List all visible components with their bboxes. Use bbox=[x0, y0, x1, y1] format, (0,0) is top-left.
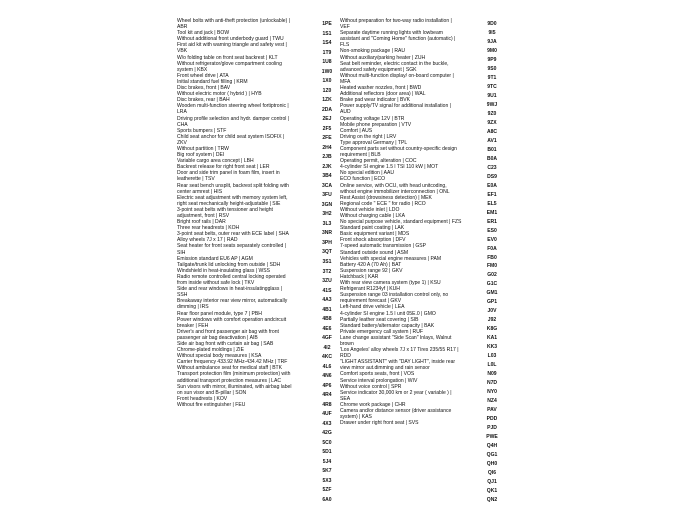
option-code: 9Z0 bbox=[487, 110, 497, 117]
option-item: Without voice control | SPR bbox=[340, 383, 402, 390]
option-code: FM0 bbox=[486, 263, 498, 270]
option-code: 5K7 bbox=[322, 468, 332, 475]
option-item: Driver's and front passenger air bag with front passenger air bag deactivation | AIB bbox=[177, 328, 279, 341]
option-code: 4R4 bbox=[322, 392, 332, 399]
option-code: 4X3 bbox=[322, 420, 332, 427]
option-code: EV0 bbox=[487, 236, 497, 243]
option-code: EL5 bbox=[487, 200, 497, 207]
option-item: Private emergency call system | RUF bbox=[340, 328, 423, 335]
option-item: Tailgate/trunk lid unlocking from outside | SDH bbox=[177, 261, 281, 268]
option-code: KA1 bbox=[486, 335, 498, 342]
option-item: Driving profile selection and hydr. damper control | CHA bbox=[177, 115, 290, 128]
option-item: No special edition | AAU bbox=[340, 170, 395, 177]
option-item: 4-cylinder SI engine 1.5 l TSI 110 kW | MOT bbox=[340, 164, 439, 171]
option-item: Suspension range 03 installation control only, no requirement forecast | GKV bbox=[340, 292, 449, 305]
option-code: 3S1 bbox=[322, 259, 332, 265]
option-code: QI6 bbox=[487, 470, 497, 477]
option-item: Breakaway interior rear view mirror, automatically dimming | IRS bbox=[177, 298, 288, 311]
option-item: Without electric motor ( hybrid ) | HYB bbox=[177, 91, 262, 98]
option-code: 3ZU bbox=[322, 278, 332, 285]
option-item: Radio remote controlled central locking operated from inside without safe lock | TKV bbox=[177, 273, 286, 287]
option-code: 3QT bbox=[322, 249, 332, 256]
option-code: EF1 bbox=[487, 191, 497, 198]
option-item: Additional reflectors (door area) | WAL bbox=[340, 91, 426, 98]
option-code: 1Z0 bbox=[322, 87, 332, 94]
option-code: 9I5 bbox=[488, 29, 496, 36]
option-item: Standard outside sound | ASM bbox=[340, 249, 409, 256]
option-item: Side air bag front with curtain air bag | SAB bbox=[177, 340, 274, 347]
option-code: L03 bbox=[487, 353, 497, 360]
option-code: 4N6 bbox=[322, 373, 332, 380]
option-item: Hatchback | KAR bbox=[340, 273, 379, 280]
option-code: 4A3 bbox=[322, 297, 332, 304]
option-code: E0A bbox=[487, 182, 497, 189]
option-item: Without preparation for two-way radio installation | VEF bbox=[340, 18, 452, 31]
option-code: 9S0 bbox=[487, 65, 497, 72]
option-code: 41S bbox=[322, 287, 332, 294]
option-code: 9JA bbox=[487, 38, 497, 45]
option-code: G1C bbox=[486, 281, 498, 288]
option-code: 2F5 bbox=[322, 125, 332, 132]
option-code: 1X0 bbox=[322, 78, 332, 85]
option-item: Alloy wheels 7J x 17 | RAD bbox=[177, 237, 238, 244]
option-item: Without partition | TRW bbox=[177, 145, 229, 152]
option-item: Driving on the right | LRV bbox=[340, 133, 397, 140]
option-item: ECO function | ECO bbox=[340, 176, 386, 183]
option-code: 42G bbox=[322, 430, 332, 437]
option-item: Refrigerant R1234yf | KUH bbox=[340, 286, 400, 293]
option-code: 6A0 bbox=[322, 497, 332, 503]
option-code: B01 bbox=[487, 146, 497, 153]
option-item: Without auxiliary/parking heater | ZUH bbox=[340, 54, 426, 61]
option-item: Lane change assistant "Side Scan" Inlays, Walnut brown bbox=[340, 334, 452, 347]
option-code: 3CA bbox=[321, 182, 333, 189]
option-code: Q4H bbox=[486, 443, 498, 450]
option-item: Transport protection film (minimum protection) with additional transport protection measures | LAC bbox=[177, 371, 291, 384]
option-item: Disc brakes, rear | BAH bbox=[177, 97, 230, 104]
option-item: Front wheel drive | ATA bbox=[177, 72, 229, 79]
option-code: 9U1 bbox=[487, 92, 497, 99]
option-code: PAV bbox=[487, 407, 497, 414]
option-code: 5D1 bbox=[322, 449, 332, 456]
option-item: Separate daytime running lights with lowbeam assistant and "Coming Home" function (automatic) | FLS bbox=[340, 30, 456, 49]
option-item: Standard paint coating | LAK bbox=[340, 225, 405, 232]
option-code: 1ZK bbox=[322, 97, 332, 104]
option-code: 4B1 bbox=[322, 306, 332, 313]
option-code: 9WJ bbox=[486, 101, 498, 108]
option-code: 9TC bbox=[487, 83, 497, 90]
option-item: Windshield in heat-insulating glass | WSS bbox=[177, 267, 271, 274]
option-code: 2FE bbox=[322, 135, 332, 142]
middle-code-column bbox=[317, 0, 337, 514]
option-code: 4GF bbox=[322, 335, 332, 342]
option-item: "LIGHT ASSISTANT" with "DAY LIGHT", inside rear view mirror aut.dimming and rain sensor bbox=[340, 359, 456, 372]
option-item: Wooden multi-function steering wheel fortiptronic | LRA bbox=[177, 103, 289, 116]
option-item: Basic equipment variant | MDS bbox=[340, 231, 410, 238]
option-code: 1PE bbox=[322, 21, 332, 27]
option-item: Battery 420 A (70 Ah) | BAT bbox=[340, 261, 402, 268]
option-code: PWE bbox=[486, 434, 498, 441]
option-item: Door and side trim panel in foam film, insert in leatherette | TSV bbox=[177, 170, 280, 183]
option-code: F0A bbox=[487, 245, 497, 252]
option-item: Vehicles with special engine measures | PAM bbox=[340, 255, 442, 262]
option-item: Regional code " ECE " for radio | RCO bbox=[340, 200, 426, 207]
option-item: Component parts set without country-specific design requirement | BLB bbox=[340, 145, 457, 159]
option-item: Seat heater for front seats separately controlled | SIH bbox=[177, 243, 287, 256]
option-item: Partially leather seat covering | SIB bbox=[340, 316, 419, 323]
option-code: 3B4 bbox=[322, 173, 332, 180]
option-item: First aid kit with warning triangle and safety vest | VBK bbox=[177, 42, 287, 55]
right-code-column bbox=[484, 0, 500, 514]
option-item: With rear view camera system (type 1) | KSU bbox=[340, 280, 441, 287]
option-code: 9ZX bbox=[487, 119, 497, 126]
option-code: EM1 bbox=[486, 209, 498, 216]
option-code: 5J4 bbox=[322, 458, 332, 465]
option-item: Rest Assist (drowsiness detection) | MEK bbox=[340, 194, 432, 201]
option-code: B0A bbox=[486, 155, 498, 162]
option-item: Suspension range 92 | GKV bbox=[340, 267, 403, 274]
option-code: 1W0 bbox=[321, 68, 333, 75]
option-item: Without special body measures | KSA bbox=[177, 353, 262, 360]
option-item: Camera and/or distance sensor (driver assistance system) | KAS bbox=[340, 408, 452, 421]
option-code: 9T1 bbox=[487, 74, 497, 81]
option-code: 5C0 bbox=[322, 439, 332, 446]
option-code: 2JB bbox=[322, 154, 332, 161]
option-code: 4UF bbox=[322, 411, 332, 418]
option-item: Seat belt reminder, electric contact in the buckle, advanced safety equipment | SGK bbox=[340, 60, 449, 73]
option-code: GM1 bbox=[486, 290, 498, 297]
option-code: G02 bbox=[487, 272, 497, 279]
option-item: Mobile phone preparation | VTV bbox=[340, 121, 412, 128]
option-item: Service indicator 30,000 km or 2 year ( variable ) | SEA bbox=[340, 389, 452, 402]
option-code: A8C bbox=[486, 128, 498, 135]
option-item: Tool kit and jack | BOW bbox=[177, 30, 230, 37]
option-item: Without refrigerator/glove compartment cooling system | KBX bbox=[177, 60, 282, 73]
option-code: 2H4 bbox=[322, 144, 332, 151]
option-item: Power windows with comfort operation andcircuit breaker | FEH bbox=[177, 316, 287, 329]
option-item: 3-point seat belts, outer rear with ECE label | SHA bbox=[177, 231, 289, 238]
option-code: 2DA bbox=[321, 106, 333, 113]
option-item: Emission standard EU6 AP | AGM bbox=[177, 255, 253, 262]
option-code: 4B8 bbox=[322, 316, 332, 323]
option-code: J92 bbox=[487, 317, 497, 324]
option-item: 'Los Angeles' alloy wheels 7J x 17 Tires 235/55 R17 | RDD bbox=[340, 347, 459, 360]
option-item: Without vehicle inlet | LDO bbox=[340, 206, 400, 213]
option-code: KK3 bbox=[486, 344, 498, 351]
option-code: QN2 bbox=[486, 497, 498, 503]
option-code: 4L6 bbox=[322, 363, 332, 370]
option-code: N7D bbox=[486, 380, 498, 387]
option-code: PDD bbox=[486, 416, 498, 423]
option-code: 5X3 bbox=[322, 477, 332, 484]
option-item: Rear floor panel module, type 7 | PBH bbox=[177, 310, 262, 317]
option-code: FB0 bbox=[487, 254, 497, 261]
option-code: N09 bbox=[487, 371, 497, 378]
option-item: Type approval Germany | TPL bbox=[340, 139, 408, 146]
option-item: W/o folding table on front seat backrest | KLT bbox=[177, 54, 278, 61]
option-code: J0V bbox=[487, 308, 497, 315]
option-code: L0L bbox=[487, 362, 497, 369]
option-code: 1T9 bbox=[322, 49, 332, 56]
option-code: 9D0 bbox=[487, 21, 497, 27]
option-code: ES0 bbox=[487, 227, 497, 234]
option-item: Standard battery/alternator capacity | BAK bbox=[340, 322, 435, 329]
option-item: Without charging cable | LKA bbox=[340, 213, 405, 219]
option-code: 4I2 bbox=[323, 344, 331, 351]
option-code: 3L3 bbox=[322, 220, 332, 227]
option-item: Chrome-plated moldings | ZIE bbox=[177, 347, 244, 354]
option-item: No special purpose vehicle, standard equipment | FZS bbox=[340, 219, 462, 226]
option-code: QJ1 bbox=[487, 479, 497, 486]
option-item: Front headrests | KOV bbox=[177, 395, 228, 402]
option-code: QK1 bbox=[486, 488, 498, 495]
option-code: QH0 bbox=[486, 461, 498, 468]
option-code: 3NR bbox=[321, 230, 333, 237]
option-code: 5ZF bbox=[322, 487, 332, 494]
option-code: 2EJ bbox=[322, 116, 332, 123]
option-code: K8G bbox=[486, 326, 498, 333]
option-code: 4P6 bbox=[322, 382, 332, 389]
option-item: Brake pad wear indicator | BVK bbox=[340, 97, 411, 104]
option-item: Chrome work package | CHR bbox=[340, 401, 406, 408]
option-code: 1S1 bbox=[322, 30, 332, 37]
option-code: C23 bbox=[487, 164, 497, 171]
option-item: Wheel bolts with anti-theft protection (unlockable) | ABR bbox=[177, 18, 290, 31]
option-item: Without ambulance seat for medical staff | BTK bbox=[177, 365, 283, 372]
option-code: 3H2 bbox=[322, 211, 332, 218]
option-code: 2JK bbox=[322, 163, 332, 170]
option-item: Drawer under right front seat | SVS bbox=[340, 420, 419, 427]
option-item: Carrier frequency 433.92 MHz-434.42 MHz | TRF bbox=[177, 359, 288, 366]
option-code: DS9 bbox=[487, 173, 497, 180]
option-item: 4-cylinder SI engine 1.5 l unit 05E.0 | GMO bbox=[340, 310, 436, 317]
option-item: Initial standard fuel filling | KRM bbox=[177, 78, 248, 85]
option-item: Without multi-function display/ on-board computer | MFA bbox=[340, 72, 454, 85]
option-code: NY0 bbox=[487, 389, 497, 396]
option-code: 3T2 bbox=[322, 268, 332, 275]
option-item: Online service, with OCU, with head unitcoding, without engine immobilizer interconnection | ONL bbox=[340, 182, 450, 195]
option-code: 1S4 bbox=[322, 40, 332, 47]
option-code: ER1 bbox=[487, 218, 497, 225]
option-item: Bright roof rails | DAR bbox=[177, 219, 226, 226]
option-item: Non-smoking package | RAU bbox=[340, 48, 405, 55]
option-item: Child seat anchor for child seat system ISOFIX | ZKV bbox=[177, 133, 285, 146]
option-code: 9M0 bbox=[487, 47, 497, 54]
option-item: Comfort | AUS bbox=[340, 127, 373, 134]
option-code: PJD bbox=[487, 425, 497, 432]
option-code: QG1 bbox=[486, 452, 498, 459]
option-item: Front shock absorption | DFV bbox=[340, 237, 406, 244]
option-item: Left-hand drive vehicle | LEA bbox=[340, 304, 405, 311]
option-item: Without additional front underbody guard | TWU bbox=[177, 36, 284, 43]
option-code: 3FU bbox=[322, 192, 332, 199]
option-item: Rear seat bench unsplit, backrest split folding with center armrest | HIS bbox=[177, 182, 289, 195]
option-item: Three rear headrests | KOH bbox=[177, 225, 240, 232]
option-item: Sports bumpers | STF bbox=[177, 127, 227, 134]
option-item: Operating permit, alteration | COC bbox=[340, 158, 417, 165]
option-code: GP1 bbox=[486, 299, 498, 306]
option-item: Comfort sports seats, front | VOS bbox=[340, 371, 415, 378]
left-option-list bbox=[177, 18, 293, 408]
option-code: 1U8 bbox=[322, 59, 332, 66]
option-item: Disc brakes, front | BAV bbox=[177, 85, 231, 92]
option-code: 9P9 bbox=[487, 56, 497, 63]
option-code: 3PH bbox=[322, 239, 332, 246]
option-item: Electric seat adjustment with memory system left, right seat mechanically height-adjustable | SIE bbox=[177, 194, 288, 207]
option-item: Side and rear windows in heat-insulatingglass | SSH bbox=[177, 286, 283, 299]
option-code: AV1 bbox=[487, 137, 497, 144]
option-code: 3GN bbox=[321, 201, 333, 208]
option-item: Sun visors with mirror, illuminated, with airbag label on sun visor and B-pillar | SON bbox=[177, 383, 292, 396]
option-code: 4KC bbox=[321, 354, 333, 361]
option-item: Power supply/TV signal for additional installation | AUD bbox=[340, 103, 451, 116]
option-code: 4E6 bbox=[322, 325, 332, 332]
option-item: Service interval prolongation | WIV bbox=[340, 377, 418, 384]
option-item: Heated washer nozzles, front | BWD bbox=[340, 85, 422, 92]
option-item: Variable cargo area concept | LBH bbox=[177, 158, 254, 165]
option-code: 4R8 bbox=[322, 401, 332, 408]
option-item: 7-speed automatic transmission | GSP bbox=[340, 243, 427, 250]
option-item: Big roof system | DEI bbox=[177, 152, 225, 159]
option-item: Without fire extinguisher | FEU bbox=[177, 401, 246, 408]
middle-option-list bbox=[340, 18, 462, 426]
option-code: NZ4 bbox=[487, 398, 497, 405]
option-item: Operating voltage 12V | BTR bbox=[340, 115, 405, 122]
option-item: Backrest release for right front seat | LER bbox=[177, 164, 270, 171]
option-item: 3-point seat belts with tensioner and height adjustment, front | RSV bbox=[177, 206, 273, 219]
